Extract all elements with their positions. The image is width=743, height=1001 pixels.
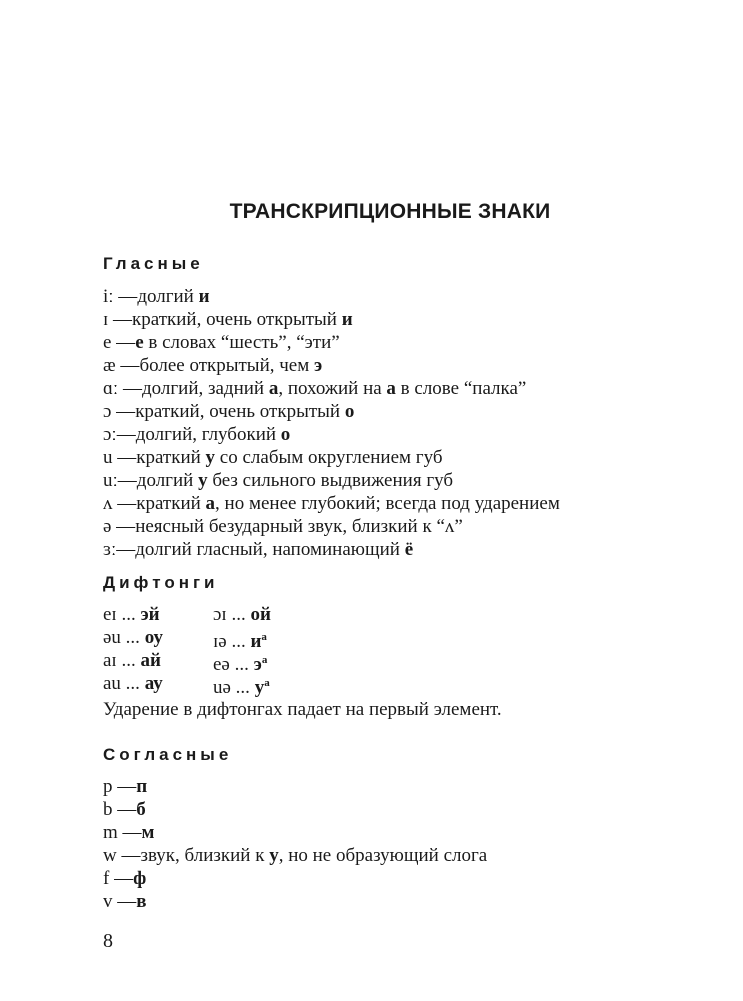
consonant-line: f —ф — [103, 868, 147, 889]
page-number: 8 — [103, 930, 113, 952]
vowels-list — [103, 285, 560, 561]
vowel-line: ɑː —долгий, задний а, похожий на а в слове “палка” — [103, 378, 527, 399]
vowel-line: uː—долгий у без сильного выдвижения губ — [103, 470, 454, 491]
consonants-list — [103, 775, 487, 913]
vowel-line: iː —долгий и — [103, 286, 210, 307]
consonant-line: p —п — [103, 776, 148, 797]
page-title: ТРАНСКРИПЦИОННЫЕ ЗНАКИ — [229, 200, 551, 223]
vowel-line: u —краткий у со слабым округлением губ — [103, 447, 443, 468]
vowel-line: ə —неясный безударный звук, близкий к “ʌ” — [103, 516, 463, 537]
vowel-line: ɔː—долгий, глубокий о — [103, 424, 291, 445]
consonant-line: w —звук, близкий к у, но не образующий слога — [103, 845, 488, 866]
diphthong-stress-note: Ударение в дифтонгах падает на первый элемент. — [103, 699, 502, 720]
vowel-line: ɔ —краткий, очень открытый о — [103, 401, 355, 422]
vowel-line: æ —более открытый, чем э — [103, 355, 323, 376]
vowels-heading: Гласные — [103, 254, 204, 273]
vowel-line: ɪ —краткий, очень открытый и — [103, 309, 353, 330]
book-page: ТРАНСКРИПЦИОННЫЕ ЗНАКИ Гласные iː —долгий и ɪ —краткий, очень открытый и e —е в словах “шесть”, “эти” æ —более открытый, чем э ɑː —долгий, задний а, похожий на а в слове “палка” ɔ —краткий, очень открытый о ɔː—долгий, глубокий о u —краткий у со слабым округлением губ uː—долгий у без сильного выдвижения губ ʌ —краткий а, но менее глубокий; всегда под ударением ə —неясный безударный звук, близкий к “ʌ” ɜː—долгий гласный, напоминающий ё Дифтонги eɪ ... эй ɔɪ ... ой əu ... оу ɪə ... $и^а$ aɪ ... ай eə ... $э^а$ au ... ау uə ... $у^а$ Ударение в дифтонгах падает на первый элемент. Согласные p —п b —б m —м w —звук, близкий к у, но не образующий слога f —ф v —в 8 — [0, 0, 743, 1001]
vowel-line: ʌ —краткий а, но менее глубокий; всегда под ударением — [103, 493, 560, 514]
vowel-line: ɜː—долгий гласный, напоминающий ё — [103, 539, 414, 560]
consonant-line: v —в — [103, 891, 147, 912]
consonant-line: m —м — [103, 822, 155, 843]
diphthongs-heading: Дифтонги — [103, 573, 219, 592]
vowel-line: e —е в словах “шесть”, “эти” — [103, 332, 340, 353]
consonant-line: b —б — [103, 799, 146, 820]
consonants-heading: Согласные — [103, 745, 233, 764]
